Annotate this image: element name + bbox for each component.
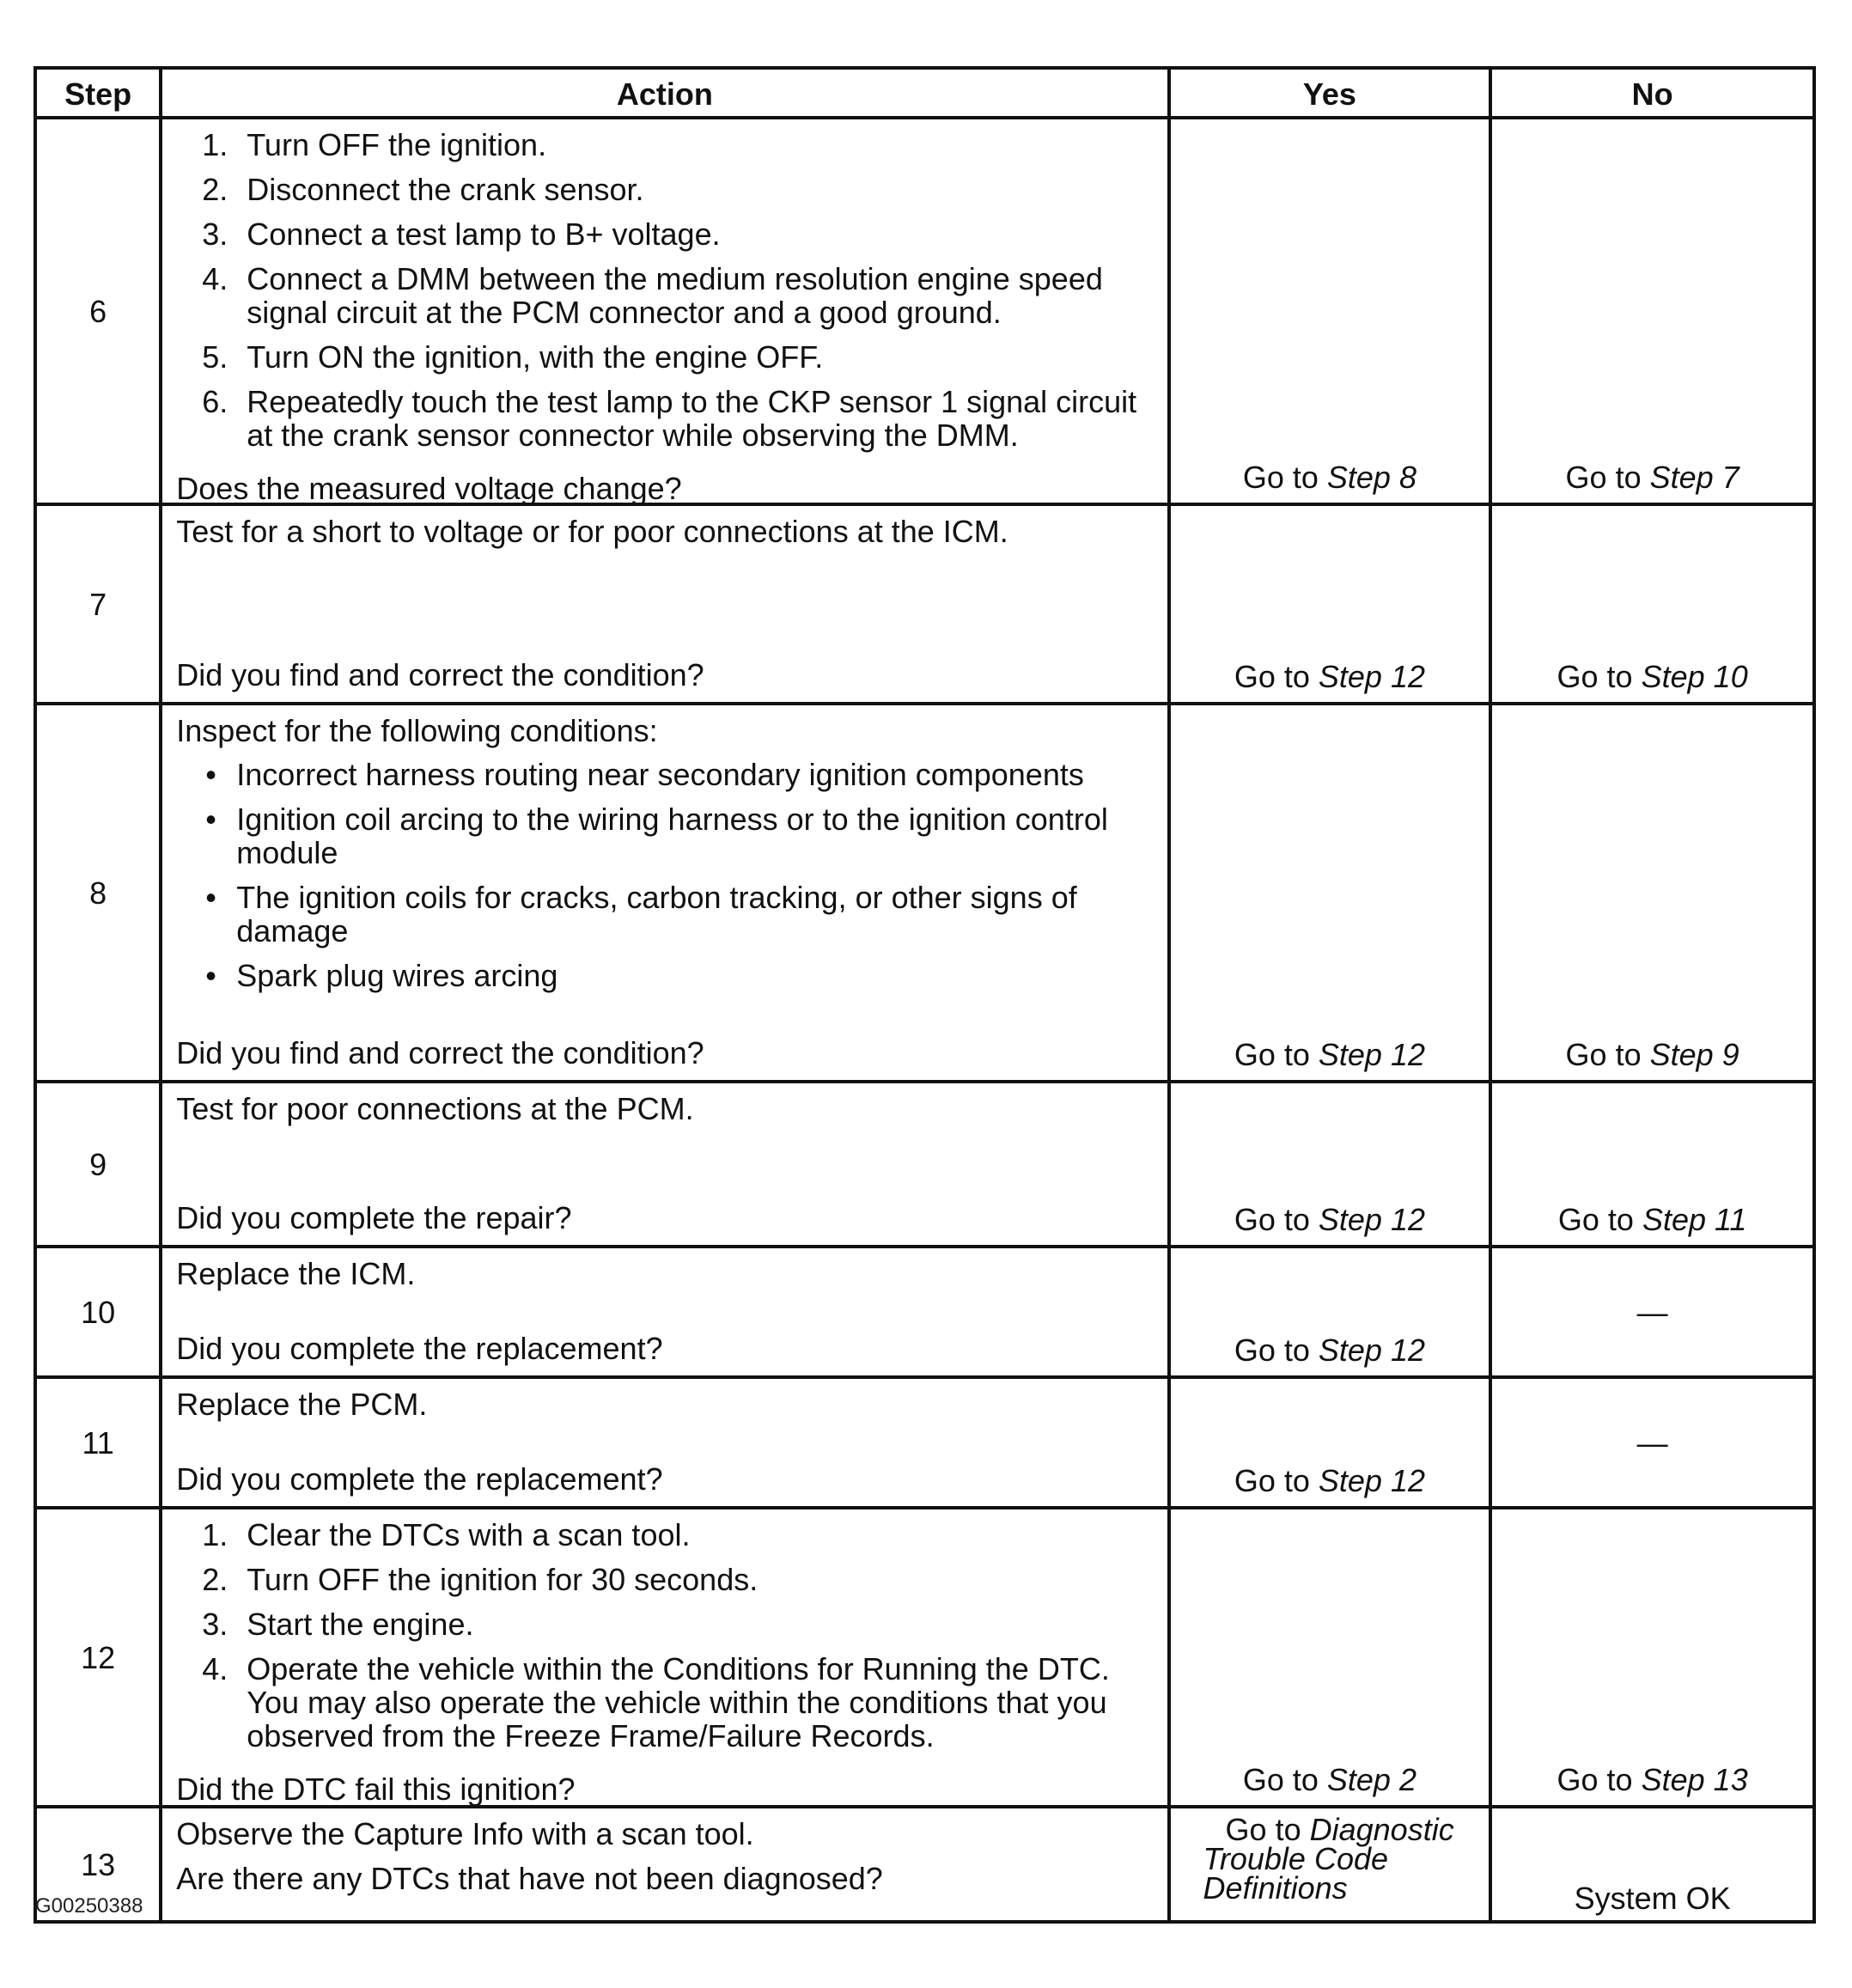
action-cell [161, 704, 1168, 1082]
list-item: 2. Turn OFF the ignition for 30 seconds. [202, 1562, 758, 1597]
list-item: • The ignition coils for cracks, carbon tracking, or other signs of damage [176, 881, 1153, 948]
yes-cell: Go to Step 12 [1169, 704, 1491, 1082]
yes-target: Diagnostic [1309, 1812, 1454, 1847]
no-target: — [1636, 1424, 1668, 1461]
table-row [35, 1247, 1814, 1377]
action-text: Test for a short to voltage or for poor connections at the ICM. [176, 514, 1008, 549]
question: Did the DTC fail this ignition? [176, 1772, 576, 1807]
yes-cell: Go to Diagnostic Trouble Code Definitions [1169, 1807, 1491, 1922]
action-text: Test for poor connections at the PCM. [176, 1091, 694, 1126]
question: Did you find and correct the condition? [176, 1035, 704, 1070]
list-item: • Spark plug wires arcing [176, 959, 1153, 992]
step-number: 8 [35, 704, 161, 1082]
action-cell [161, 1082, 1168, 1247]
no-target: Step 11 [1642, 1202, 1747, 1237]
no-cell [1490, 1377, 1814, 1508]
yes-target-line: Definitions [1203, 1870, 1348, 1906]
numbered-list [176, 128, 1153, 463]
header-row [35, 68, 1814, 118]
list-item: • Incorrect harness routing near secondary ignition components [176, 758, 1153, 791]
table-row [35, 1377, 1814, 1508]
header-action: Action [161, 68, 1168, 118]
action-cell [161, 1807, 1168, 1922]
header-yes: Yes [1169, 68, 1491, 118]
step-number: 13 [35, 1807, 161, 1922]
action-cell [161, 118, 1168, 504]
figure-id: G00250388 [35, 1894, 143, 1918]
no-target: Step 13 [1641, 1762, 1748, 1797]
action-text: Inspect for the following conditions: [176, 713, 658, 748]
list-item: • Ignition coil arcing to the wiring harness or to the ignition control module [176, 802, 1153, 869]
question: Did you complete the replacement? [176, 1461, 663, 1497]
table-row [35, 704, 1814, 1082]
action-cell [161, 1247, 1168, 1377]
no-target: Step 10 [1641, 659, 1748, 694]
list-item: 1. Turn OFF the ignition. [202, 127, 547, 162]
header-no: No [1490, 68, 1814, 118]
yes-target: Step 12 [1318, 1037, 1425, 1072]
question: Does the measured voltage change? [176, 471, 682, 506]
action-text: Observe the Capture Info with a scan tool. [176, 1816, 754, 1851]
list-item: 6. Repeatedly touch the test lamp to the CKP sensor 1 signal circuit at the crank sensor connector while observing the DMM. [202, 384, 1137, 453]
no-cell: Go to Step 13 [1490, 1508, 1814, 1807]
list-item: 4. Connect a DMM between the medium resolution engine speed signal circuit at the PCM connector and a good ground. [202, 261, 1103, 330]
list-item: 2. Disconnect the crank sensor. [202, 172, 644, 207]
step-number: 6 [35, 118, 161, 504]
question: Did you complete the replacement? [176, 1331, 663, 1366]
no-cell [1490, 1247, 1814, 1377]
no-cell: Go to Step 7 [1490, 118, 1814, 504]
no-target: — [1636, 1294, 1668, 1330]
list-item: 1. Clear the DTCs with a scan tool. [202, 1517, 691, 1552]
list-item: 3. Connect a test lamp to B+ voltage. [202, 216, 721, 252]
question: Did you find and correct the condition? [176, 657, 704, 692]
yes-cell: Go to Step 12 [1169, 1082, 1491, 1247]
step-number: 12 [35, 1508, 161, 1807]
yes-target: Step 12 [1318, 1463, 1425, 1498]
yes-cell: Go to Step 12 [1169, 1247, 1491, 1377]
list-item: 5. Turn ON the ignition, with the engine OFF. [202, 339, 824, 375]
action-text: Replace the PCM. [176, 1387, 428, 1422]
numbered-list [176, 1518, 1153, 1764]
yes-target: Step 2 [1326, 1762, 1416, 1797]
step-number: 10 [35, 1247, 161, 1377]
yes-cell: Go to Step 12 [1169, 1377, 1491, 1508]
yes-target-line: Trouble Code [1203, 1841, 1389, 1876]
table-row [35, 118, 1814, 504]
no-cell: Go to Step 11 [1490, 1082, 1814, 1247]
action-text: Replace the ICM. [176, 1256, 416, 1291]
question: Did you complete the repair? [176, 1200, 572, 1235]
yes-target: Step 12 [1318, 1332, 1425, 1368]
yes-cell: Go to Step 8 [1169, 118, 1491, 504]
yes-target: Step 8 [1326, 460, 1416, 495]
step-number: 7 [35, 504, 161, 704]
table-row [35, 504, 1814, 704]
step-number: 9 [35, 1082, 161, 1247]
diagnostic-table [34, 66, 1816, 1924]
no-target: Step 9 [1649, 1037, 1739, 1072]
header-step: Step [35, 68, 161, 118]
list-item: 3. Start the engine. [202, 1607, 474, 1642]
action-cell [161, 504, 1168, 704]
bullet-list [176, 758, 1153, 992]
action-cell [161, 1508, 1168, 1807]
table-row [35, 1508, 1814, 1807]
table-row [35, 1082, 1814, 1247]
no-target: System OK [1574, 1881, 1731, 1916]
step-number: 11 [35, 1377, 161, 1508]
no-cell: Go to Step 10 [1490, 504, 1814, 704]
no-target: Step 7 [1649, 460, 1739, 495]
list-item: 4. Operate the vehicle within the Conditions for Running the DTC. You may also operate the vehicle within the conditions that you observed from the Freeze Frame/Failure Records. [202, 1651, 1110, 1753]
no-cell: Go to Step 9 [1490, 704, 1814, 1082]
yes-cell: Go to Step 2 [1169, 1508, 1491, 1807]
question: Are there any DTCs that have not been diagnosed? [176, 1861, 883, 1896]
no-cell [1490, 1807, 1814, 1922]
yes-cell: Go to Step 12 [1169, 504, 1491, 704]
action-cell [161, 1377, 1168, 1508]
yes-target: Step 12 [1318, 659, 1425, 694]
table-row [35, 1807, 1814, 1922]
yes-target: Step 12 [1318, 1202, 1425, 1237]
